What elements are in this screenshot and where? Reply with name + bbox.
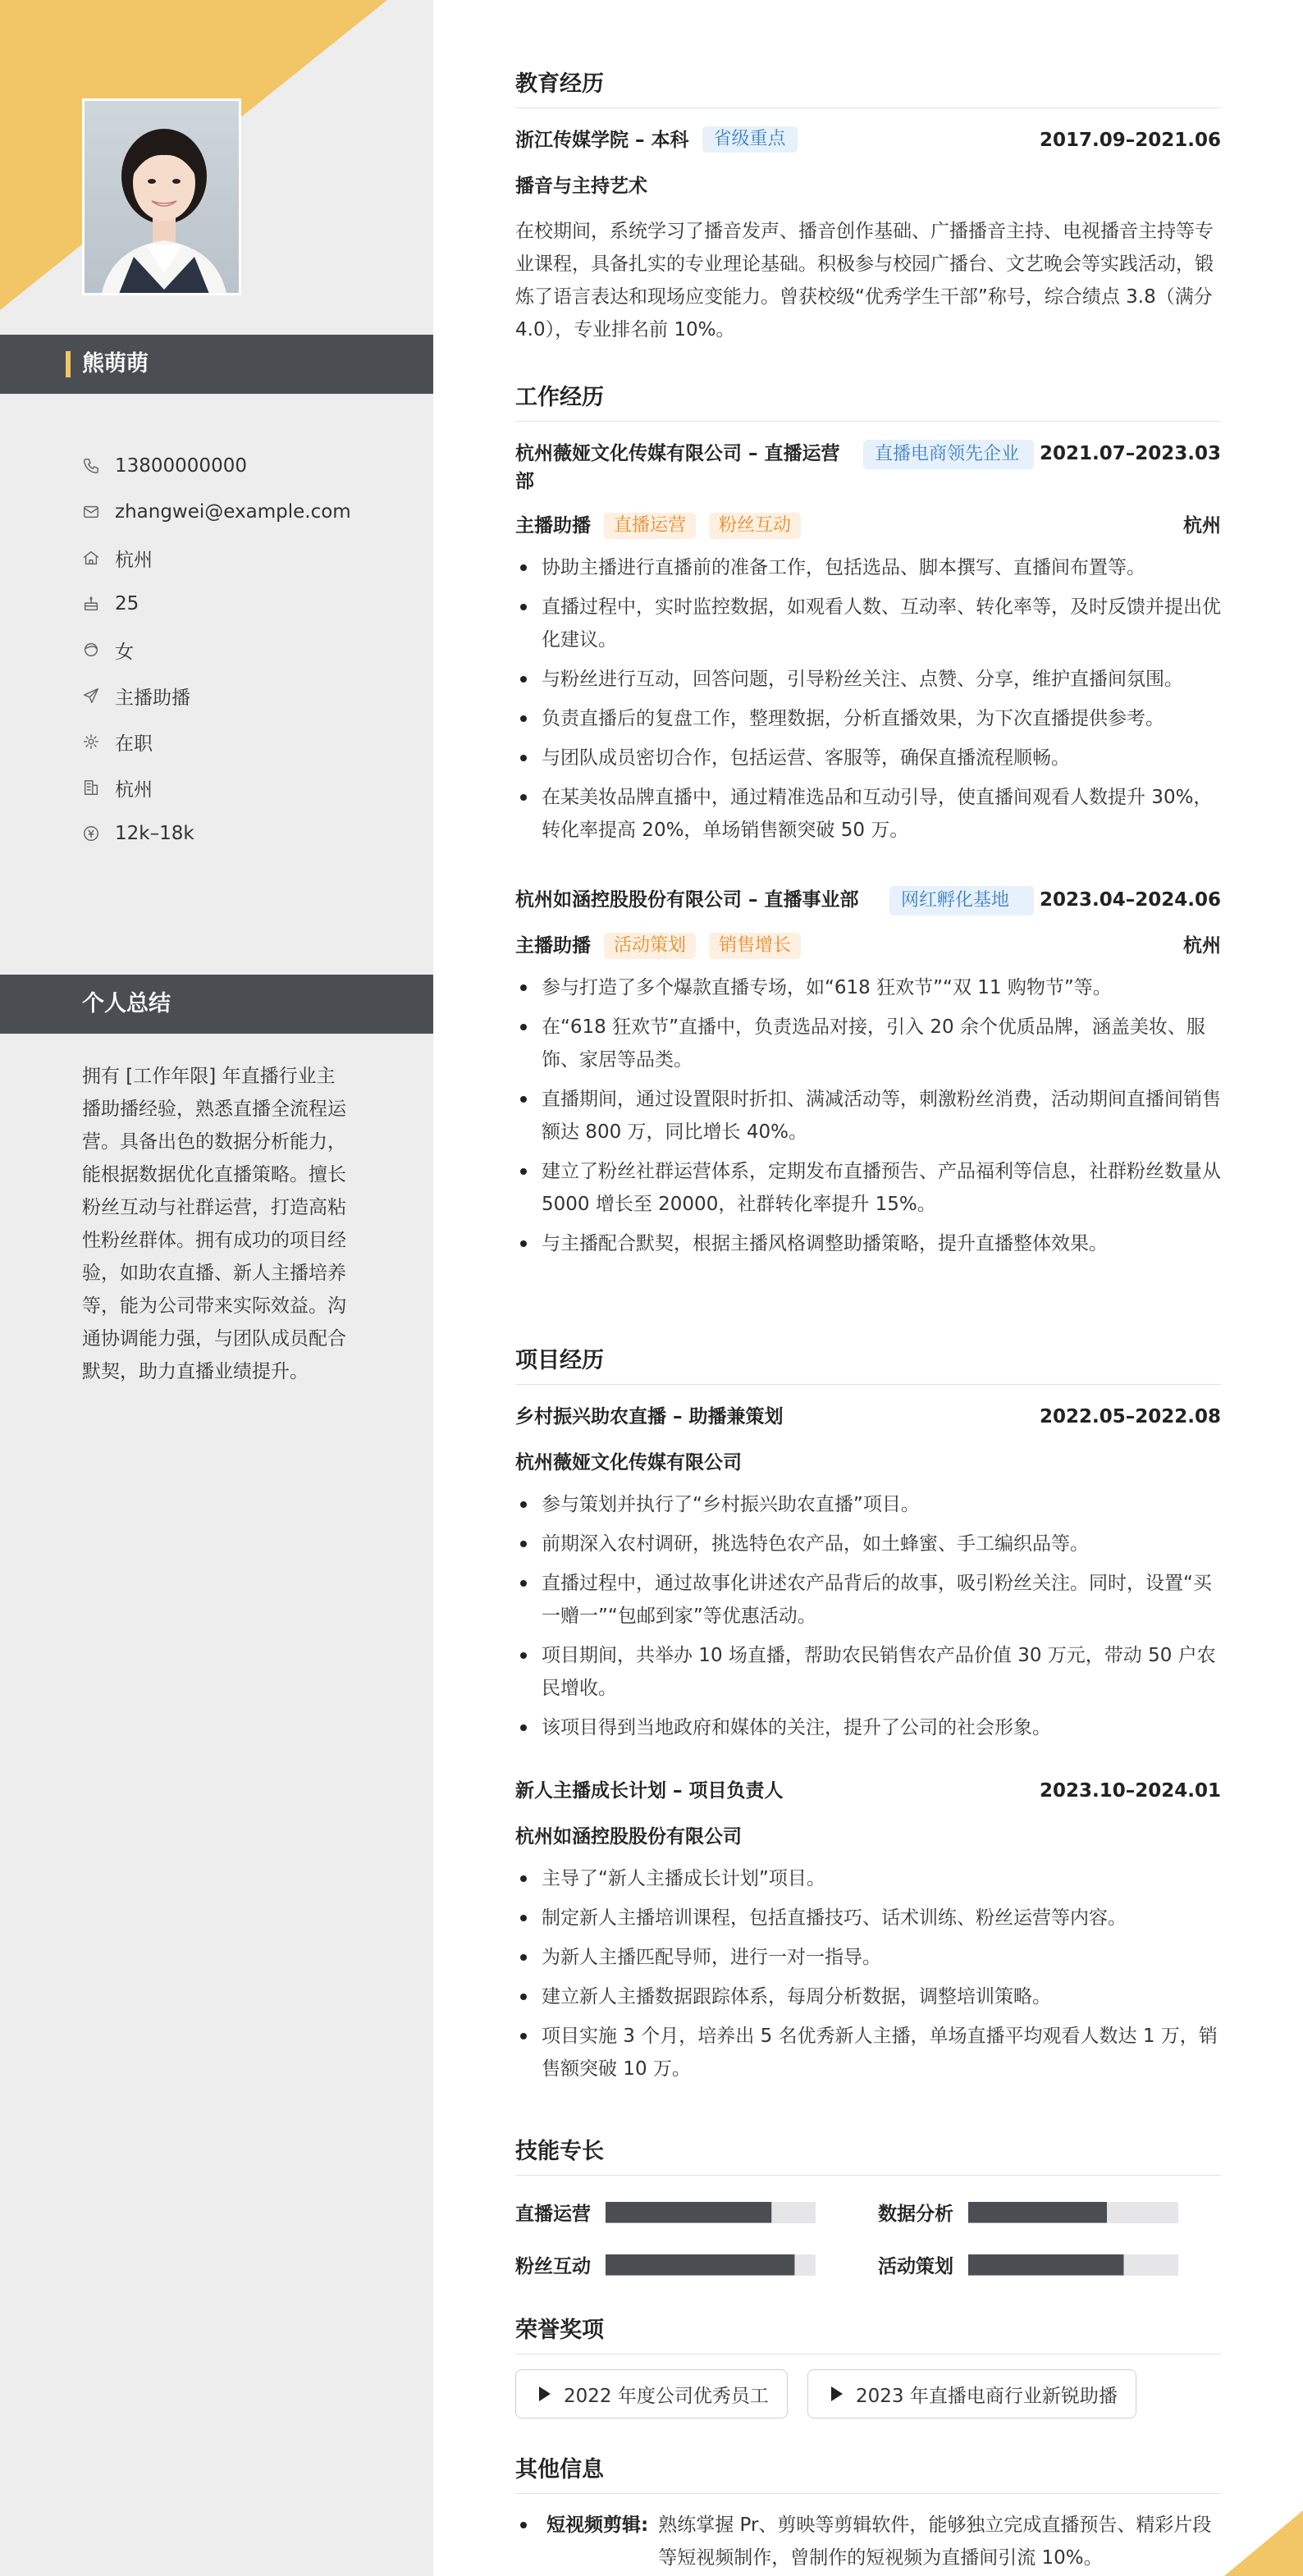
skill-name: 粉丝互动	[515, 2256, 591, 2277]
skill-item	[515, 2251, 816, 2278]
list-item: 与粉丝进行互动，回答问题，引导粉丝关注、点赞、分享，维护直播间氛围。	[515, 663, 1221, 696]
list-item: 与主播配合默契，根据主播风格调整助播策略，提升直播整体效果。	[515, 1227, 1221, 1260]
contact-home-text: 杭州	[115, 549, 153, 571]
job-date: 2021.07–2023.03	[1039, 443, 1221, 464]
project-entry	[515, 1777, 1221, 2092]
project-org-row	[515, 1449, 1221, 1477]
contact-email	[82, 489, 351, 535]
job-entry	[515, 886, 1221, 1267]
job-date: 2023.04–2024.06	[1039, 889, 1221, 911]
skill-name: 数据分析	[878, 2204, 953, 2225]
job-company-tag: 网红孵化基地	[889, 886, 1034, 916]
project-bullets	[515, 1862, 1221, 2085]
award-label: 2022 年度公司优秀员工	[564, 2385, 769, 2407]
contact-city-text: 杭州	[115, 779, 153, 801]
send-icon	[82, 687, 100, 705]
job-head	[515, 886, 1221, 916]
name-accent-marker	[66, 351, 71, 377]
contact-age	[82, 581, 351, 627]
contact-age-text: 25	[115, 593, 139, 614]
project-head	[515, 1403, 1221, 1431]
project-name: 新人主播成长计划 – 项目负责人	[515, 1780, 784, 1802]
skill-bar-fill	[606, 2254, 794, 2276]
project-org: 杭州如涵控股股份有限公司	[515, 1826, 742, 1848]
education-head	[515, 126, 1221, 154]
contact-status	[82, 719, 351, 765]
job-entry	[515, 440, 1221, 853]
skill-item	[515, 2199, 816, 2226]
project-date: 2023.10–2024.01	[1039, 1780, 1221, 1802]
project-name: 乡村振兴助农直播 – 助播兼策划	[515, 1406, 784, 1427]
contact-gender	[82, 627, 351, 673]
section-title-projects: 项目经历	[515, 1342, 1221, 1385]
list-item: 建立了粉丝社群运营体系，定期发布直播预告、产品福利等信息，社群粉丝数量从 5000 增长至 20000，社群转化率提升 15%。	[515, 1155, 1221, 1221]
education-major	[515, 172, 1221, 200]
project-date: 2022.05–2022.08	[1039, 1406, 1221, 1427]
education-school: 浙江传媒学院 – 本科	[515, 130, 689, 151]
skill-bar	[968, 2202, 1178, 2223]
job-bullets	[515, 551, 1221, 847]
list-item: 为新人主播匹配导师，进行一对一指导。	[515, 1941, 1221, 1974]
list-item: 负责直播后的复盘工作，整理数据，分析直播效果，为下次直播提供参考。	[515, 702, 1221, 735]
contact-salary	[82, 811, 351, 856]
award-chip	[807, 2369, 1136, 2418]
bullet-dot	[520, 2522, 527, 2528]
skill-bar-fill	[606, 2202, 771, 2223]
home-icon	[82, 549, 100, 567]
skill-item	[878, 2199, 1178, 2226]
play-triangle-icon	[539, 2386, 551, 2401]
section-title-other: 其他信息	[515, 2451, 1221, 2494]
award-label: 2023 年直播电商行业新锐助播	[856, 2385, 1118, 2407]
other-label: 短视频剪辑:	[546, 2514, 649, 2536]
list-item: 项目期间，共举办 10 场直播，帮助农民销售农产品价值 30 万元，带动 50 户农民增收。	[515, 1639, 1221, 1705]
skill-bar	[606, 2254, 816, 2276]
status-icon	[82, 733, 100, 751]
skill-item	[878, 2251, 1178, 2278]
section-title-education: 教育经历	[515, 66, 1221, 108]
avatar	[82, 98, 241, 295]
list-item: 该项目得到当地政府和媒体的关注，提升了公司的社会形象。	[515, 1711, 1221, 1744]
job-bullets	[515, 971, 1221, 1260]
award-chip	[515, 2369, 788, 2418]
education-date: 2017.09–2021.06	[1039, 130, 1221, 151]
list-item: 前期深入农村调研，挑选特色农产品，如土蜂蜜、手工编织品等。	[515, 1528, 1221, 1560]
job-role-row	[515, 512, 1221, 540]
candidate-name: 熊萌萌	[82, 351, 149, 377]
job-role-row	[515, 932, 1221, 960]
list-item: 建立新人主播数据跟踪体系，每周分析数据，调整培训策略。	[515, 1980, 1221, 2013]
job-company-tag: 直播电商领先企业	[863, 440, 1034, 469]
summary-title: 个人总结	[82, 991, 171, 1016]
list-item: 直播期间，通过设置限时折扣、满减活动等，刺激粉丝消费，活动期间直播间销售额达 800 万，同比增长 40%。	[515, 1083, 1221, 1149]
contact-list	[82, 443, 351, 856]
summary-header	[0, 975, 433, 1034]
skill-name: 活动策划	[878, 2256, 953, 2277]
job-role: 主播助播	[515, 935, 591, 957]
job-tag: 销售增长	[709, 933, 801, 959]
list-item: 主导了“新人主播成长计划”项目。	[515, 1862, 1221, 1895]
play-triangle-icon	[831, 2386, 843, 2401]
mail-icon	[82, 503, 100, 521]
other-text: 熟练掌握 Pr、剪映等剪辑软件，能够独立完成直播预告、精彩片段等短视频制作，曾制作的短视频为直播间引流 10%。	[658, 2514, 1212, 2569]
contact-home	[82, 535, 351, 581]
project-org: 杭州薇娅文化传媒有限公司	[515, 1452, 742, 1473]
list-item: 与团队成员密切合作，包括运营、客服等，确保直播流程顺畅。	[515, 742, 1221, 774]
job-tag: 粉丝互动	[709, 513, 801, 539]
contact-position-text: 主播助播	[115, 687, 190, 709]
job-tag: 直播运营	[604, 513, 696, 539]
summary-text: 拥有 [工作年限] 年直播行业主播助播经验，熟悉直播全流程运营。具备出色的数据分析能力，能根据数据优化直播策略。擅长粉丝互动与社群运营，打造高粘性粉丝群体。拥有成功的项目经验，如助农直播、新人主播培养等，能为公司带来实际效益。沟通协调能力强，与团队成员配合默契，助力直播业绩提升。	[82, 1066, 346, 1382]
skill-bar	[968, 2254, 1178, 2276]
list-item: 在“618 狂欢节”直播中，负责选品对接，引入 20 余个优质品牌，涵盖美妆、服饰、家居等品类。	[515, 1011, 1221, 1076]
job-city: 杭州	[1183, 515, 1221, 537]
sidebar	[0, 0, 433, 2576]
list-item: 项目实施 3 个月，培养出 5 名优秀新人主播，单场直播平均观看人数达 1 万，销售额突破 10 万。	[515, 2020, 1221, 2085]
contact-position	[82, 673, 351, 719]
contact-city	[82, 765, 351, 811]
skill-name: 直播运营	[515, 2204, 591, 2225]
list-item: 直播过程中，通过故事化讲述农产品背后的故事，吸引粉丝关注。同时，设置“买一赠一”“包邮到家”等优惠活动。	[515, 1567, 1221, 1633]
job-head	[515, 440, 1221, 496]
phone-icon	[82, 457, 100, 475]
contact-email-text[interactable]: zhangwei@example.com	[115, 501, 351, 523]
list-item: 制定新人主播培训课程，包括直播技巧、话术训练、粉丝运营等内容。	[515, 1902, 1221, 1934]
education-tag: 省级重点	[702, 126, 798, 153]
project-org-row	[515, 1823, 1221, 1851]
cake-icon	[82, 595, 100, 613]
other-info-item	[515, 2509, 1221, 2574]
gender-icon	[82, 641, 100, 659]
education-major-text: 播音与主持艺术	[515, 176, 647, 197]
job-company: 杭州如涵控股股份有限公司 – 直播事业部	[515, 889, 859, 911]
salary-icon	[82, 824, 100, 843]
job-city: 杭州	[1183, 935, 1221, 957]
skill-bar-fill	[968, 2254, 1123, 2276]
building-icon	[82, 779, 100, 797]
contact-status-text: 在职	[115, 733, 153, 755]
list-item: 协助主播进行直播前的准备工作，包括选品、脚本撰写、直播间布置等。	[515, 551, 1221, 584]
yellow-corner-decoration-bottom	[1224, 2510, 1303, 2576]
section-title-work: 工作经历	[515, 379, 1221, 422]
list-item: 在某美妆品牌直播中，通过精准选品和互动引导，使直播间观看人数提升 30%，转化率提高 20%，单场销售额突破 50 万。	[515, 781, 1221, 847]
name-bar	[0, 335, 433, 394]
contact-salary-text: 12k–18k	[115, 823, 194, 844]
contact-phone	[82, 443, 351, 489]
education-entry	[515, 126, 1221, 346]
education-desc: 在校期间，系统学习了播音发声、播音创作基础、广播播音主持、电视播音主持等专业课程，具备扎实的专业理论基础。积极参与校园广播台、文艺晚会等实践活动，锻炼了语言表达和现场应变能力。曾获校级“优秀学生干部”称号，综合绩点 3.8（满分 4.0），专业排名前 10%。	[515, 221, 1214, 340]
skill-bar-fill	[968, 2202, 1107, 2223]
list-item: 直播过程中，实时监控数据，如观看人数、互动率、转化率等，及时反馈并提出优化建议。	[515, 591, 1221, 656]
job-company: 杭州薇娅文化传媒有限公司 – 直播运营部	[515, 443, 840, 492]
list-item: 参与策划并执行了“乡村振兴助农直播”项目。	[515, 1488, 1221, 1521]
project-head	[515, 1777, 1221, 1805]
project-bullets	[515, 1488, 1221, 1744]
section-title-awards: 荣誉奖项	[515, 2312, 1221, 2354]
project-entry	[515, 1403, 1221, 1751]
list-item: 参与打造了多个爆款直播专场，如“618 狂欢节”“双 11 购物节”等。	[515, 971, 1221, 1004]
contact-gender-text: 女	[115, 641, 134, 663]
section-title-skills: 技能专长	[515, 2133, 1221, 2176]
job-role: 主播助播	[515, 515, 591, 537]
job-tag: 活动策划	[604, 933, 696, 959]
contact-phone-text: 13800000000	[115, 455, 247, 477]
skill-bar	[606, 2202, 816, 2223]
